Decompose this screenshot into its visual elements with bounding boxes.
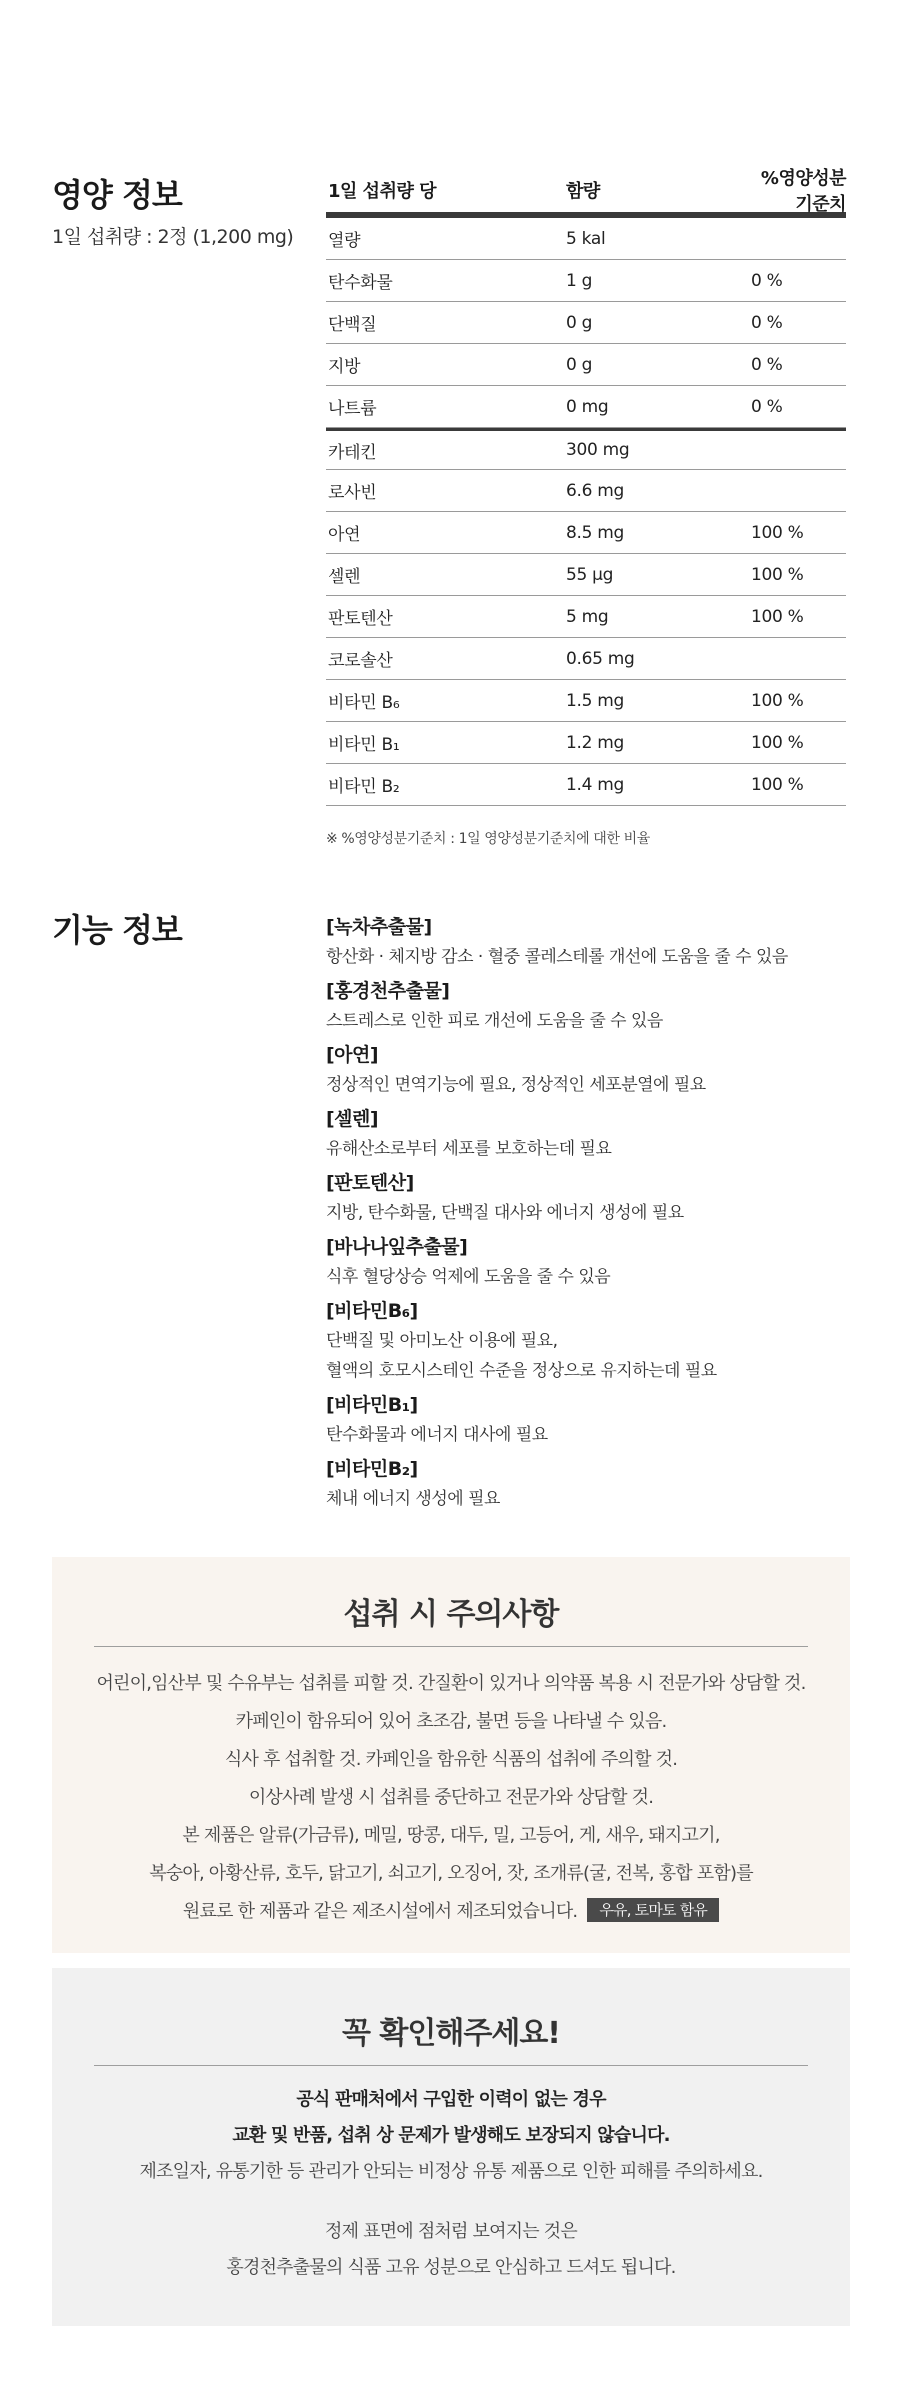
nutrient-daily-value: 0 % [751,396,783,417]
function-item [326,1232,886,1292]
serving-size: 1일 섭취량 : 2정 (1,200 mg) [52,226,294,248]
nutrition-row [326,512,846,554]
caution-line-text: 식사 후 섭취할 것. 카페인을 함유한 식품의 섭취에 주의할 것. [224,1749,678,1770]
nutrition-row [326,218,846,260]
nutrient-name: 로사빈 [328,483,377,503]
nutrient-amount: 6.6 mg [566,480,624,501]
function-description: 지방, 탄수화물, 단백질 대사와 에너지 생성에 필요 [326,1203,684,1223]
nutrient-amount: 0 mg [566,396,609,417]
function-description: 체내 에너지 생성에 필요 [326,1489,500,1509]
check-title: 꼭 확인해주세요! [342,2016,560,2051]
nutrient-name: 열량 [328,231,361,251]
function-ingredient-name: [셀렌] [326,1108,379,1130]
nutrient-amount: 1 g [566,270,593,291]
nutrient-daily-value: 100 % [751,774,804,795]
caution-line-text: 카페인이 함유되어 있어 초조감, 불면 등을 나타낼 수 있음. [235,1711,667,1732]
nutrient-name: 셀렌 [328,567,361,587]
daily-value-note: ※ %영양성분기준치 : 1일 영양성분기준치에 대한 비율 [326,831,650,847]
check-line: 홍경천추출물의 식품 고유 성분으로 안심하고 드셔도 됩니다. [226,2257,676,2278]
nutrition-group-functional [326,428,846,806]
nutrient-amount: 0 g [566,312,593,333]
caution-text [52,1665,850,1931]
caution-line [52,1665,850,1703]
nutrient-amount: 0 g [566,354,593,375]
nutrient-name: 단백질 [328,315,377,335]
nutrition-row [326,260,846,302]
nutrition-row [326,344,846,386]
nutrient-name: 비타민 B₆ [328,693,400,713]
header-amount: 함량 [566,181,600,202]
nutrition-group-basic [326,218,846,428]
header-daily-value: %영양성분기준치 [760,168,846,215]
function-ingredient-name: [바나나잎추출물] [326,1236,468,1258]
check-line: 제조일자, 유통기한 등 관리가 안되는 비정상 유통 제품으로 인한 피해를 주의하세요. [139,2161,763,2182]
function-description: 식후 혈당상승 억제에 도움을 줄 수 있음 [326,1267,611,1287]
nutrient-daily-value: 100 % [751,690,804,711]
caution-line [52,1893,850,1931]
function-item [326,912,886,972]
function-item [326,976,886,1036]
caution-line [52,1741,850,1779]
check-bold-line: 공식 판매처에서 구입한 이력이 없는 경우 [296,2089,606,2110]
nutrition-row [326,680,846,722]
caution-divider [94,1646,808,1647]
caution-line [52,1703,850,1741]
nutrient-amount: 55 μg [566,564,614,585]
allergen-badge: 우유, 토마토 함유 [587,1898,719,1922]
nutrient-name: 아연 [328,525,361,545]
function-ingredient-name: [녹차추출물] [326,916,432,938]
nutrient-daily-value: 0 % [751,270,783,291]
nutrition-row [326,302,846,344]
nutrient-daily-value: 100 % [751,732,804,753]
function-description: 탄수화물과 에너지 대사에 필요 [326,1425,548,1445]
function-title: 기능 정보 [52,911,182,949]
nutrition-row [326,386,846,428]
caution-box [52,1557,850,1953]
check-bold-line: 교환 및 반품, 섭취 상 문제가 발생해도 보장되지 않습니다. [232,2125,670,2146]
function-description: 단백질 및 아미노산 이용에 필요, [326,1331,558,1351]
function-description: 정상적인 면역기능에 필요, 정상적인 세포분열에 필요 [326,1075,706,1095]
function-ingredient-name: [홍경천추출물] [326,980,450,1002]
function-item [326,1454,886,1514]
nutrient-amount: 300 mg [566,440,630,460]
nutrient-name: 판토텐산 [328,609,393,629]
function-ingredient-name: [비타민B₆] [326,1300,418,1322]
nutrition-row [326,554,846,596]
check-divider [94,2065,808,2066]
caution-line-text: 복숭아, 아황산류, 호두, 닭고기, 쇠고기, 오징어, 잣, 조개류(굴, 전복, 홍합 포함)를 [149,1863,753,1884]
caution-line-text: 어린이,임산부 및 수유부는 섭취를 피할 것. 간질환이 있거나 의약품 복용 시 전문가와 상담할 것. [96,1673,806,1694]
nutrition-row [326,638,846,680]
function-list [326,912,886,1518]
check-box [52,1968,850,2326]
function-ingredient-name: [비타민B₂] [326,1458,418,1480]
nutrient-daily-value: 100 % [751,564,804,585]
nutrient-name: 탄수화물 [328,273,393,293]
nutrient-amount: 0.65 mg [566,648,635,669]
nutrient-daily-value: 0 % [751,312,783,333]
caution-line [52,1855,850,1893]
nutrition-row [326,722,846,764]
function-description: 항산화 · 체지방 감소 · 혈중 콜레스테롤 개선에 도움을 줄 수 있음 [326,947,788,967]
nutrition-table-header [326,168,846,218]
nutrition-row [326,470,846,512]
check-text [52,2082,850,2286]
caution-line [52,1817,850,1855]
nutrient-amount: 1.2 mg [566,732,624,753]
nutrient-name: 비타민 B₂ [328,777,400,797]
nutrition-row [326,428,846,470]
function-item [326,1296,886,1386]
nutrient-name: 코로솔산 [328,651,393,671]
function-item [326,1168,886,1228]
function-item [326,1040,886,1100]
nutrient-daily-value: 100 % [751,606,804,627]
nutrient-amount: 8.5 mg [566,522,624,543]
nutrient-amount: 5 kal [566,228,606,249]
caution-title: 섭취 시 주의사항 [343,1597,559,1632]
nutrient-name: 카테킨 [328,442,377,463]
nutrient-amount: 5 mg [566,606,609,627]
function-ingredient-name: [아연] [326,1044,379,1066]
nutrient-name: 지방 [328,357,361,377]
nutrition-title: 영양 정보 [52,176,182,214]
nutrient-name: 비타민 B₁ [328,735,400,755]
function-description: 스트레스로 인한 피로 개선에 도움을 줄 수 있음 [326,1011,663,1031]
caution-line-text: 원료로 한 제품과 같은 제조시설에서 제조되었습니다. [182,1901,578,1922]
nutrition-row [326,764,846,806]
function-item [326,1104,886,1164]
nutrition-row [326,596,846,638]
nutrient-daily-value: 0 % [751,354,783,375]
header-per-serving: 1일 섭취량 당 [328,181,436,202]
function-item [326,1390,886,1450]
nutrient-daily-value: 100 % [751,522,804,543]
function-ingredient-name: [비타민B₁] [326,1394,418,1416]
caution-line-text: 이상사례 발생 시 섭취를 중단하고 전문가와 상담할 것. [248,1787,654,1808]
nutrient-amount: 1.5 mg [566,690,624,711]
nutrient-amount: 1.4 mg [566,774,624,795]
function-description: 혈액의 호모시스테인 수준을 정상으로 유지하는데 필요 [326,1361,717,1381]
nutrient-name: 나트륨 [328,399,377,419]
caution-line [52,1779,850,1817]
check-line: 정제 표면에 점처럼 보여지는 것은 [325,2221,577,2242]
nutrition-table [326,168,846,806]
function-ingredient-name: [판토텐산] [326,1172,414,1194]
caution-line-text: 본 제품은 알류(가금류), 메밀, 땅콩, 대두, 밀, 고등어, 게, 새우, 돼지고기, [182,1825,720,1846]
function-description: 유해산소로부터 세포를 보호하는데 필요 [326,1139,612,1159]
